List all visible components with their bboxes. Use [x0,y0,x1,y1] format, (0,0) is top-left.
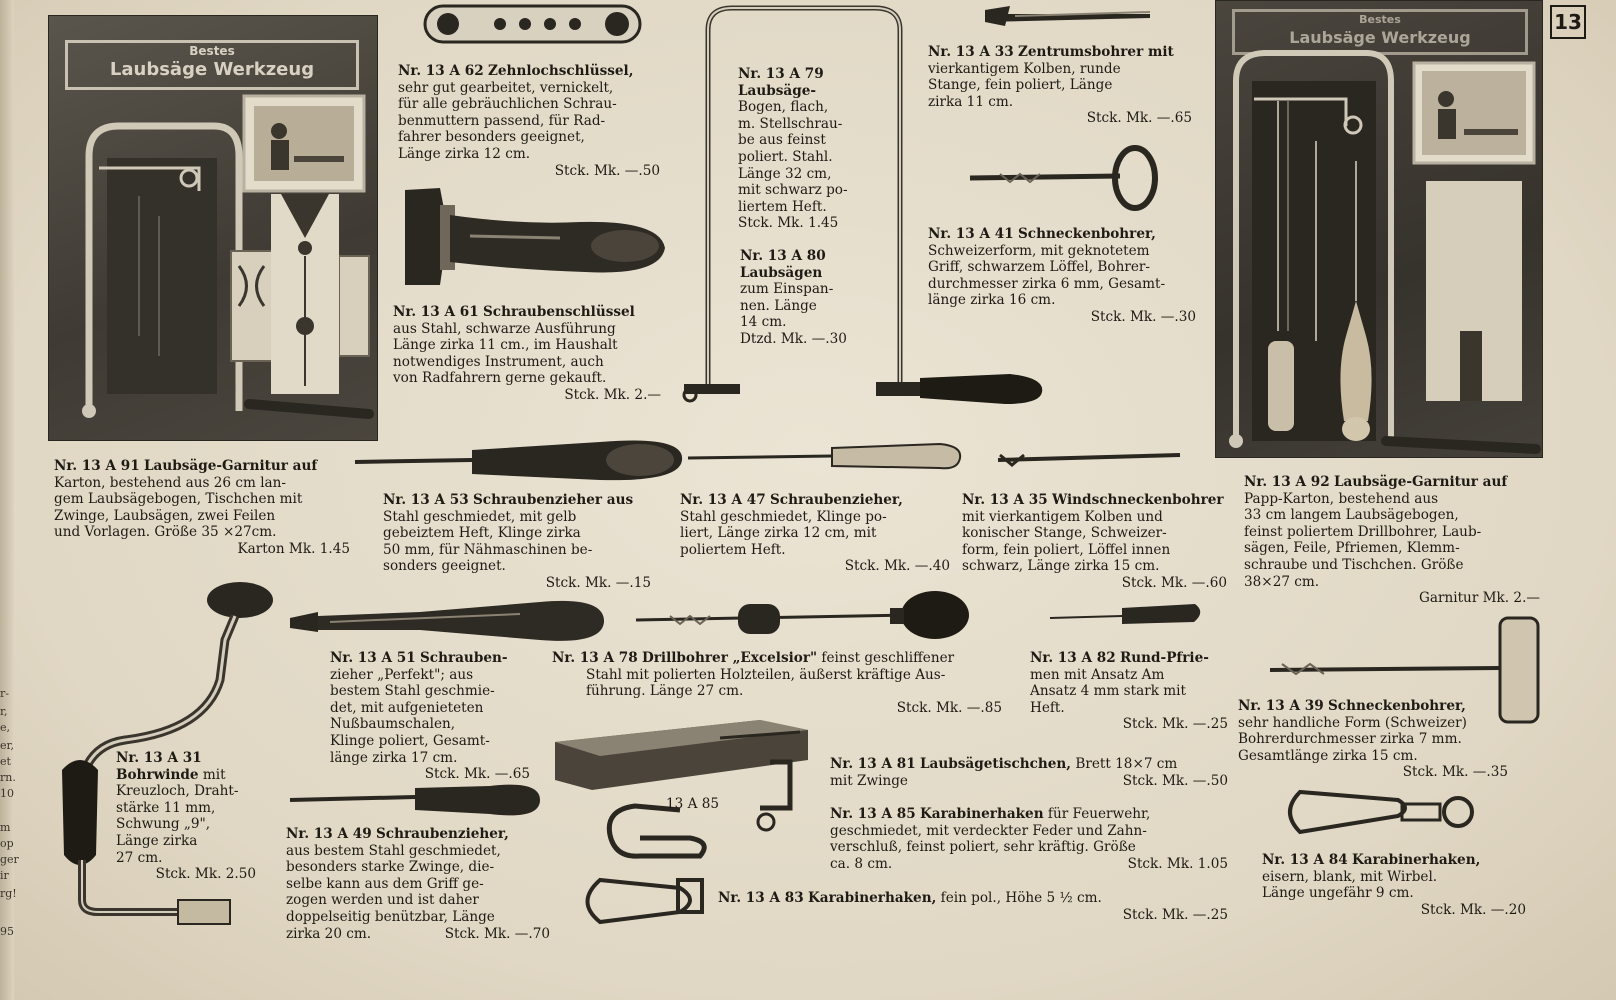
price: Stck. Mk. —.85 [896,699,1002,716]
price: Stck. Mk. —.70 [444,925,550,942]
adjustable-wrench-drawing [405,188,665,285]
desc-line: zum Einspan- [740,281,834,298]
item-name: Laubsäge-Garnitur auf [1333,474,1508,490]
desc-line: Länge ungefähr 9 cm. [1262,885,1414,902]
item-name: Karabinerhaken, [1351,852,1481,868]
gutter-text: 10 [0,787,14,800]
price: Stck. Mk. —.40 [844,558,950,575]
gutter-text: e, [0,721,11,734]
desc-line: sehr handliche Form (Schweizer) [1238,714,1467,731]
caption-a51 [330,650,530,783]
item-number: Nr. 13 A 39 [1238,698,1324,714]
price: Karton Mk. 1.45 [237,540,350,557]
caption-a31 [116,750,256,883]
desc-line: schwarz, Länge zirka 15 cm. [962,558,1160,575]
desc-line: Schweizerform, mit geknotetem [928,242,1150,259]
desc-line: mit schwarz po- [738,182,848,199]
carabiner-84-drawing [1290,792,1472,832]
item-name: Laubsägen [740,264,823,281]
item-number: Nr. 13 A 47 [680,492,766,508]
desc-line: form, fein poliert, Löffel innen [962,541,1171,558]
desc-line: länge zirka 17 cm. [330,749,458,766]
caption-a33 [928,44,1192,127]
item-number: Nr. 13 A 85 [830,806,916,822]
item-name: Laubsäge- [738,82,817,99]
item-name: Zehnlochschlüssel, [487,63,634,79]
desc-line: Klinge poliert, Gesamt- [330,732,490,749]
caption-a47 [680,492,950,575]
gimlet-drawing [970,148,1155,208]
item-name: Drillbohrer „Excelsior" [641,650,818,666]
desc-line: vierkantigem Kolben, runde [928,60,1121,77]
desc-line: sehr gut gearbeitet, vernickelt, [398,79,614,96]
desc-line: zogen werden und ist daher [286,892,479,909]
gutter-text: rg! [0,887,17,900]
item-name: Karabinerhaken, [807,890,937,906]
desc-line: 27 cm. [116,849,163,866]
price: Stck. Mk. —.35 [1402,764,1508,781]
desc-line: schraube und Tischchen. Größe [1244,556,1464,573]
desc-line: Gesamtlänge zirka 15 cm. [1238,747,1418,764]
item-name: Schraubenschlüssel [482,304,635,320]
desc-line: Bohrerdurchmesser zirka 7 mm. [1238,731,1462,748]
item-name: Schneckenbohrer, [1327,698,1466,714]
caption-a79 [738,66,876,232]
gutter-text: 95 [0,925,14,938]
item-number: Nr. 13 A 49 [286,826,372,842]
item-number: Nr. 13 A 91 [54,458,140,474]
ten-hole-wrench-drawing [425,6,640,42]
desc-line: Stahl mit polierten Holzteilen, äußerst kräftige Aus- [586,666,946,683]
item-name: Schneckenbohrer, [1017,226,1156,242]
figure-label-a85: 13 A 85 [666,796,720,812]
item-number: Nr. 13 A 41 [928,226,1014,242]
desc-line: ca. 8 cm. [830,855,893,872]
caption-a82 [1030,650,1228,733]
desc-line: gem Laubsägebogen, Tischchen mit [54,491,303,508]
desc-line: Zwinge, Laubsägen, zwei Feilen [54,507,276,524]
item-name: Schraubenzieher aus [472,492,634,508]
desc-line: Ansatz 4 mm stark mit [1030,683,1186,700]
desc-line: Länge zirka [116,832,198,849]
desc-line: feinst poliertem Drillbohrer, Laub- [1244,523,1482,540]
desc-line: bestem Stahl geschmie- [330,683,495,700]
caption-a35 [962,492,1227,592]
caption-a41 [928,226,1196,326]
gutter-text: ir [0,869,9,882]
desc-line: und Vorlagen. Größe 35 ×27cm. [54,524,277,541]
item-name: Bohrwinde [116,766,199,783]
price: Stck. Mk. —.65 [424,766,530,783]
caption-a81 [830,756,1228,789]
desc-line: verschluß, feinst poliert, sehr kräftig. Größe [830,839,1136,856]
desc-line: konischer Stange, Schweizer- [962,525,1167,542]
box-label-line: Laubsäge Werkzeug [109,59,315,80]
desc-line: Stahl geschmiedet, mit gelb [383,508,577,525]
gutter-text: m [0,821,11,834]
desc-line: stärke 11 mm, [116,799,216,816]
item-number: Nr. 13 A 81 [830,756,916,772]
item-number: Nr. 13 A 78 [552,650,638,666]
box-label-line: Laubsäge Werkzeug [1289,28,1471,47]
price: Stck. Mk. —.20 [1420,901,1526,918]
item-number: Nr. 13 A 84 [1262,852,1348,868]
desc-line: men mit Ansatz Am [1030,666,1165,683]
screwdriver-49-drawing [290,785,540,816]
awl-drawing [1050,604,1200,624]
desc-line: durchmesser zirka 6 mm, Gesamt- [928,275,1166,292]
price: Stck. Mk. 2.— [564,386,661,403]
desc-line: feinst geschliffener [821,650,955,666]
gutter-text: rn. [0,771,16,784]
centre-bit-drawing [985,6,1150,26]
auger-bit-35-drawing [998,455,1180,465]
desc-line: sägen, Feile, Pfriemen, Klemm- [1244,540,1460,557]
gutter-text: r, [0,705,8,718]
desc-line: liert, Länge zirka 12 cm, mit [680,525,877,542]
item-number: Nr. 13 A 53 [383,492,469,508]
item-name: Schraubenzieher, [375,826,509,842]
caption-a78 [552,650,1002,716]
desc-line: Nußbaumschalen, [330,716,456,733]
desc-line: Länge zirka 11 cm., im Haushalt [393,337,618,354]
desc-line: Karton, bestehend aus 26 cm lan- [54,474,287,491]
screwdriver-47-drawing [688,444,960,468]
gutter-text: r- [0,687,9,700]
desc-line: geschmiedet, mit verdeckter Feder und Zahn- [830,822,1147,839]
caption-a39 [1238,698,1508,781]
desc-line: 38×27 cm. [1244,573,1320,590]
desc-line: für Feuerwehr, [1047,806,1151,822]
desc-line: Brett 18×7 cm [1075,756,1178,772]
price: Stck. Mk. —.60 [1121,574,1227,591]
desc-line: länge zirka 16 cm. [928,292,1056,309]
desc-line: Länge zirka 12 cm. [398,145,531,162]
caption-a49 [286,826,550,942]
item-number: Nr. 13 A 61 [393,304,479,320]
item-name: Windschneckenbohrer [1051,492,1224,508]
desc-line: Stange, fein poliert, Länge [928,77,1113,94]
box-label-line: Bestes [189,44,235,58]
desc-line: Stahl geschmiedet, Klinge po- [680,508,887,525]
item-number: Nr. 13 A 82 [1030,650,1116,666]
desc-line: fein pol., Höhe 5 ½ cm. [940,890,1102,906]
desc-line: eisern, blank, mit Wirbel. [1262,868,1438,885]
price: Stck. Mk. —.25 [1122,716,1228,733]
caption-a61 [393,304,661,404]
price: Stck. Mk. 1.05 [1127,855,1228,872]
drill-drawing [636,591,969,639]
gutter-text: ger [0,853,19,866]
desc-line: be aus feinst [738,132,826,149]
price: Garnitur Mk. 2.— [1419,590,1540,607]
item-number: Nr. 13 A 92 [1244,474,1330,490]
desc-line: Papp-Karton, bestehend aus [1244,490,1439,507]
desc-line: aus Stahl, schwarze Ausführung [393,320,616,337]
caption-a53 [383,492,651,592]
caption-a91 [54,458,350,558]
caption-a83 [718,890,1228,923]
desc-line: Schwung „9", [116,816,211,833]
caption-a80 [740,248,876,348]
desc-line: mit Zwinge [830,772,908,789]
item-name: Karabinerhaken [919,806,1044,822]
caption-a92 [1244,474,1540,607]
price: Dtzd. Mk. —.30 [740,330,847,347]
desc-line: m. Stellschrau- [738,115,843,132]
desc-line: von Radfahrern gerne gekauft. [393,370,607,387]
page-number: 13 [1550,5,1586,39]
carabiner-85-drawing [609,806,704,856]
screwdriver-53-drawing [355,440,682,480]
desc-line: Länge 32 cm, [738,165,832,182]
desc-line: Griff, schwarzem Löffel, Bohrer- [928,259,1150,276]
caption-a84 [1262,852,1526,918]
price: Stck. Mk. —.30 [1090,308,1196,325]
gutter-text: er, [0,739,15,752]
desc-line: liertem Heft. [738,198,827,215]
desc-line: 14 cm. [740,314,787,331]
desc-line: 50 mm, für Nähmaschinen be- [383,541,593,558]
fretsaw-table-drawing [555,720,808,830]
item-name: Laubsägetischchen, [919,756,1072,772]
desc-line: selbe kann aus dem Griff ge- [286,875,484,892]
item-number: Nr. 13 A 79 [738,66,824,82]
caption-a62 [398,63,660,179]
desc-line: zirka 11 cm. [928,93,1014,110]
carabiner-83-drawing [588,880,703,922]
price: Stck. Mk. —.50 [1122,772,1228,789]
item-number: Nr. 13 A 62 [398,63,484,79]
desc-line: Bogen, flach, [738,99,829,116]
desc-line: gebeiztem Heft, Klinge zirka [383,525,581,542]
desc-line: mit [202,766,226,783]
desc-line: Heft. [1030,699,1065,716]
item-number: Nr. 13 A 51 [330,650,416,666]
gutter-text: op [0,837,14,850]
item-name: Schraubenzieher, [769,492,903,508]
desc-line: benmuttern passend, für Rad- [398,112,606,129]
gutter-text: et [0,755,11,768]
price: Stck. Mk. 1.45 [738,215,839,232]
price: Stck. Mk. —.25 [1122,906,1228,923]
desc-line: besonders starke Zwinge, die- [286,859,495,876]
price: Stck. Mk. 2.50 [155,866,256,883]
item-number: Nr. 13 A 83 [718,890,804,906]
desc-line: führung. Länge 27 cm. [586,683,744,700]
item-name: Schrauben- [419,650,508,666]
desc-line: notwendiges Instrument, auch [393,353,604,370]
box-label-line: Bestes [1359,13,1401,26]
item-number: Nr. 13 A 31 [116,750,202,766]
item-number: Nr. 13 A 35 [962,492,1048,508]
item-name: Rund-Pfrie- [1119,650,1209,666]
desc-line: nen. Länge [740,297,817,314]
caption-a85 [830,806,1228,872]
desc-line: aus bestem Stahl geschmiedet, [286,842,501,859]
desc-line: poliertem Heft. [680,541,786,558]
desc-line: sonders geeignet. [383,558,506,575]
desc-line: zirka 20 cm. [286,925,372,942]
desc-line: mit vierkantigem Kolben und [962,508,1163,525]
screwdriver-perfekt-drawing [290,601,604,641]
desc-line: det, mit aufgenieteten [330,699,484,716]
price: Stck. Mk. —.50 [554,162,660,179]
desc-line: zieher „Perfekt"; aus [330,666,474,683]
desc-line: für alle gebräuchlichen Schrau- [398,96,617,113]
desc-line: Kreuzloch, Draht- [116,783,239,800]
desc-line: fahrer besonders geeignet, [398,129,585,146]
price: Stck. Mk. —.65 [1086,110,1192,127]
desc-line: poliert. Stahl. [738,148,833,165]
desc-line: doppelseitig benützbar, Länge [286,908,495,925]
item-name: Laubsäge-Garnitur auf [143,458,318,474]
item-number: Nr. 13 A 80 [740,248,826,264]
price: Stck. Mk. —.15 [545,574,651,591]
item-name: Zentrumsbohrer mit [1017,44,1174,60]
desc-line: 33 cm langem Laubsägebogen, [1244,507,1459,524]
item-number: Nr. 13 A 33 [928,44,1014,60]
